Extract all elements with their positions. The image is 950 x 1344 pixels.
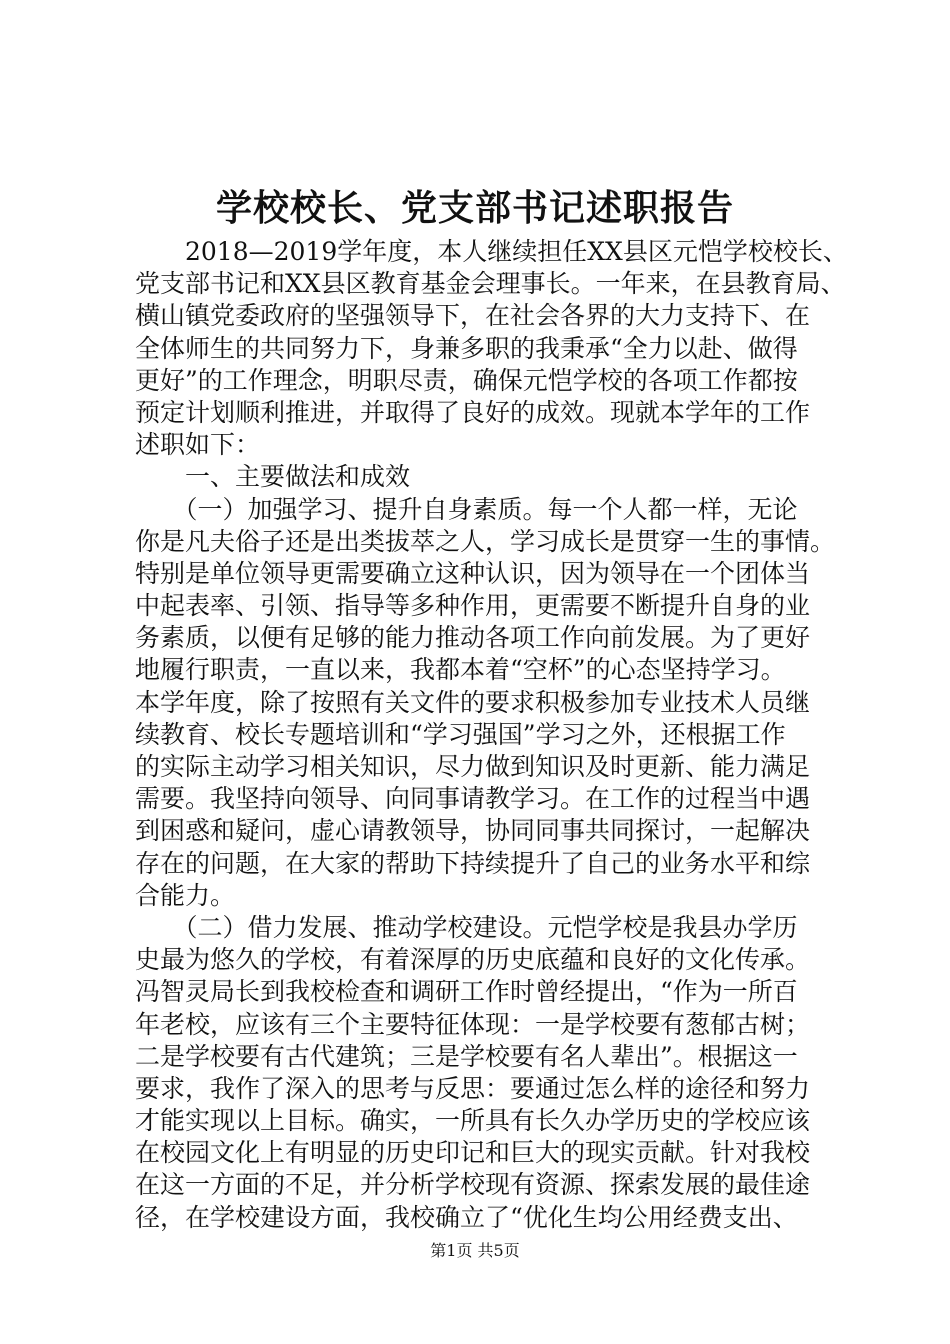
body-line: 二是学校要有古代建筑；三是学校要有名人辈出”。根据这一: [135, 1041, 798, 1071]
body-line: 存在的问题，在大家的帮助下持续提升了自己的业务水平和综: [135, 848, 811, 878]
body-line: 才能实现以上目标。确实，一所具有长久办学历史的学校应该: [135, 1106, 811, 1136]
body-line: 的实际主动学习相关知识，尽力做到知识及时更新、能力满足: [135, 752, 811, 781]
document-title: 学校校长、党支部书记述职报告: [215, 187, 734, 229]
document-body: [135, 236, 848, 1234]
body-line: 径，在学校建设方面，我校确立了“优化生均公用经费支出、: [135, 1202, 798, 1232]
body-line: 合能力。: [135, 880, 236, 910]
body-line: 需要。我坚持向领导、向同事请教学习。在工作的过程当中遇: [135, 784, 811, 814]
body-line: 务素质，以便有足够的能力推动各项工作向前发展。为了更好: [135, 623, 811, 653]
body-line: 更好”的工作理念，明职尽责，确保元恺学校的各项工作都按: [135, 365, 798, 395]
body-line: 中起表率、引领、指导等多种作用，更需要不断提升自身的业: [135, 591, 811, 621]
body-line: 冯智灵局长到我校检查和调研工作时曾经提出，“作为一所百: [135, 977, 798, 1007]
body-line: 你是凡夫俗子还是出类拔萃之人，学习成长是贯穿一生的事情。: [135, 526, 836, 556]
page-number: 第1页 共5页: [430, 1241, 520, 1260]
body-line: 在这一方面的不足，并分析学校现有资源、探索发展的最佳途: [135, 1170, 811, 1200]
page-footer: [0, 1240, 950, 1262]
body-line: 史最为悠久的学校，有着深厚的历史底蕴和良好的文化传承。: [135, 945, 811, 975]
body-line: 要求，我作了深入的思考与反思：要通过怎么样的途径和努力: [135, 1073, 811, 1103]
body-line: 2018—2019学年度，本人继续担任XX县区元恺学校校长、: [135, 237, 848, 266]
section-heading: 一、主要做法和成效: [135, 462, 411, 492]
body-line: 到困惑和疑问，虚心请教领导，协同同事共同探讨，一起解决: [135, 816, 811, 846]
body-line: 特别是单位领导更需要确立这种认识，因为领导在一个团体当: [135, 558, 811, 588]
body-line: 本学年度，除了按照有关文件的要求积极参加专业技术人员继: [135, 687, 811, 717]
body-line: （二）借力发展、推动学校建设。元恺学校是我县办学历: [135, 912, 798, 942]
body-line: 横山镇党委政府的坚强领导下，在社会各界的大力支持下、在: [135, 301, 811, 331]
body-line: 续教育、校长专题培训和“学习强国”学习之外，还根据工作: [135, 719, 786, 749]
body-line: 在校园文化上有明显的历史印记和巨大的现实贡献。针对我校: [135, 1138, 811, 1168]
body-line: 地履行职责，一直以来，我都本着“空杯”的心态坚持学习。: [135, 655, 786, 685]
body-line: 全体师生的共同努力下，身兼多职的我秉承“全力以赴、做得: [135, 333, 798, 363]
body-line: （一）加强学习、提升自身素质。每一个人都一样，无论: [135, 494, 798, 524]
body-line: 党支部书记和XX县区教育基金会理事长。一年来，在县教育局、: [135, 269, 846, 299]
body-line: 述职如下：: [135, 430, 261, 460]
body-line: 预定计划顺利推进，并取得了良好的成效。现就本学年的工作: [135, 397, 811, 427]
body-line: 年老校，应该有三个主要特征体现：一是学校要有葱郁古树；: [135, 1009, 811, 1039]
